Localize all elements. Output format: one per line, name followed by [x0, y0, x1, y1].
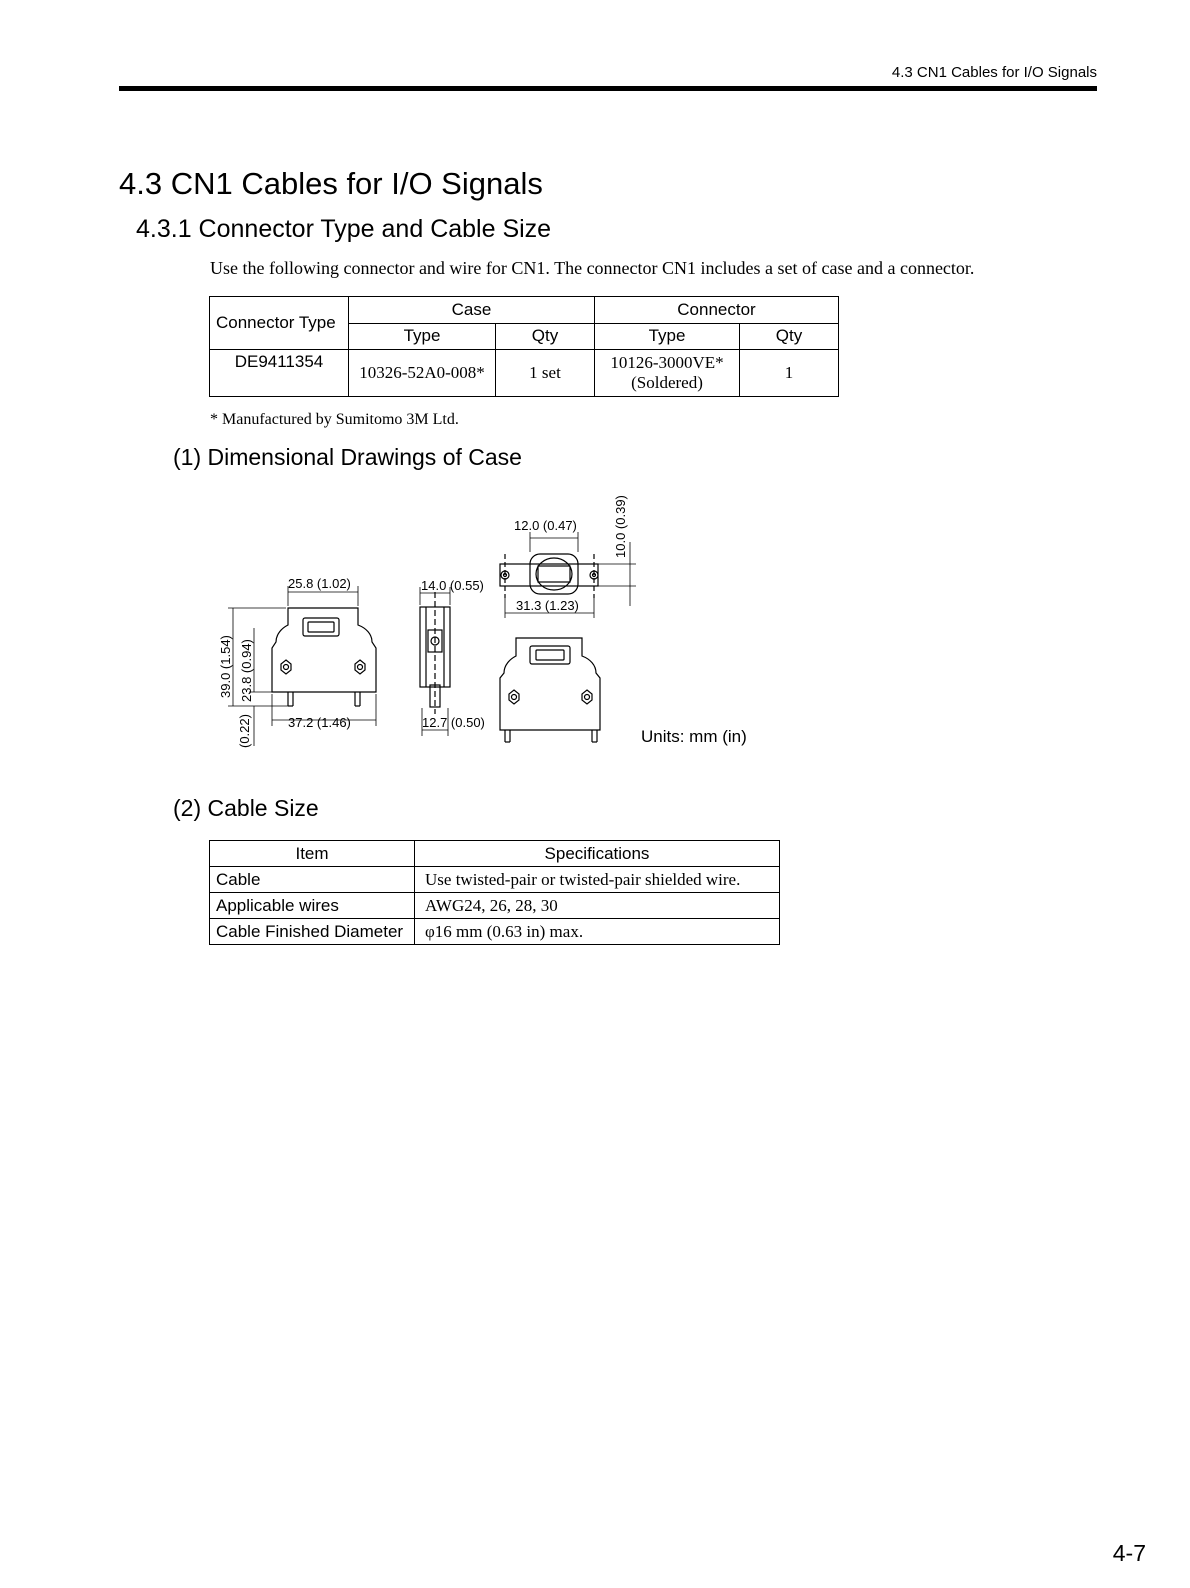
intro-paragraph: Use the following connector and wire for CN1. The connector CN1 includes a set of case and a connector.: [210, 258, 975, 278]
th-connector-type: Connector Type: [210, 297, 349, 350]
dim-top-width: 31.3 (1.23): [516, 598, 579, 613]
cell-item: Cable Finished Diameter: [210, 919, 415, 945]
footnote: * Manufactured by Sumitomo 3M Ltd.: [210, 411, 459, 428]
cell-spec: φ16 mm (0.63 in) max.: [415, 919, 780, 945]
cable-size-table: [209, 840, 780, 945]
table-row: [210, 893, 780, 919]
th-case-qty: Qty: [496, 323, 595, 350]
dim-side-width: 14.0 (0.55): [421, 578, 484, 593]
table-row: [210, 867, 780, 893]
th-item: Item: [210, 841, 415, 867]
running-header: 4.3 CN1 Cables for I/O Signals: [891, 64, 1097, 81]
th-connector-type-col: Type: [595, 323, 740, 350]
subsection-title: 4.3.1 Connector Type and Cable Size: [136, 215, 552, 243]
cell-case-type: 10326-52A0-008*: [349, 350, 496, 397]
cell-connector-part: [595, 350, 740, 397]
connector-part-line2: (Soldered): [631, 373, 703, 392]
dim-side-bottom: 12.7 (0.50): [422, 715, 485, 730]
top-view: [500, 554, 598, 598]
header-rule: [119, 86, 1097, 91]
cell-connector-qty: 1: [740, 350, 839, 397]
th-connector: Connector: [595, 297, 839, 324]
page-number: 4-7: [1112, 1540, 1146, 1566]
cell-item: Cable: [210, 867, 415, 893]
section-title: 4.3 CN1 Cables for I/O Signals: [119, 166, 543, 201]
dimensional-drawing: [200, 480, 780, 770]
cell-spec: Use twisted-pair or twisted-pair shielded wire.: [415, 867, 780, 893]
units-label: Units: mm (in): [641, 727, 747, 746]
dim-height-body: 23.8 (0.94): [239, 639, 254, 702]
side-view: [420, 592, 450, 714]
dim-width-bottom: 37.2 (1.46): [288, 715, 351, 730]
dim-width-top: 25.8 (1.02): [288, 576, 351, 591]
front-view: [272, 608, 376, 706]
cell-connector-type: DE9411354: [210, 350, 349, 397]
connector-table: [209, 296, 839, 397]
connector-part-line1: 10126-3000VE*: [610, 353, 724, 372]
th-specifications: Specifications: [415, 841, 780, 867]
cell-spec: AWG24, 26, 28, 30: [415, 893, 780, 919]
dim-height-total: 39.0 (1.54): [218, 635, 233, 698]
dim-top-height: 10.0 (0.39): [613, 495, 628, 558]
cell-item: Applicable wires: [210, 893, 415, 919]
dim-top-opening: 12.0 (0.47): [514, 518, 577, 533]
th-connector-qty: Qty: [740, 323, 839, 350]
cable-size-heading: (2) Cable Size: [173, 795, 319, 821]
table-row: [210, 919, 780, 945]
bottom-front-view: [500, 638, 600, 742]
th-case-type: Type: [349, 323, 496, 350]
th-case: Case: [349, 297, 595, 324]
dim-height-pin: (0.22): [237, 714, 252, 748]
cell-case-qty: 1 set: [496, 350, 595, 397]
dimensional-heading: (1) Dimensional Drawings of Case: [173, 444, 522, 470]
